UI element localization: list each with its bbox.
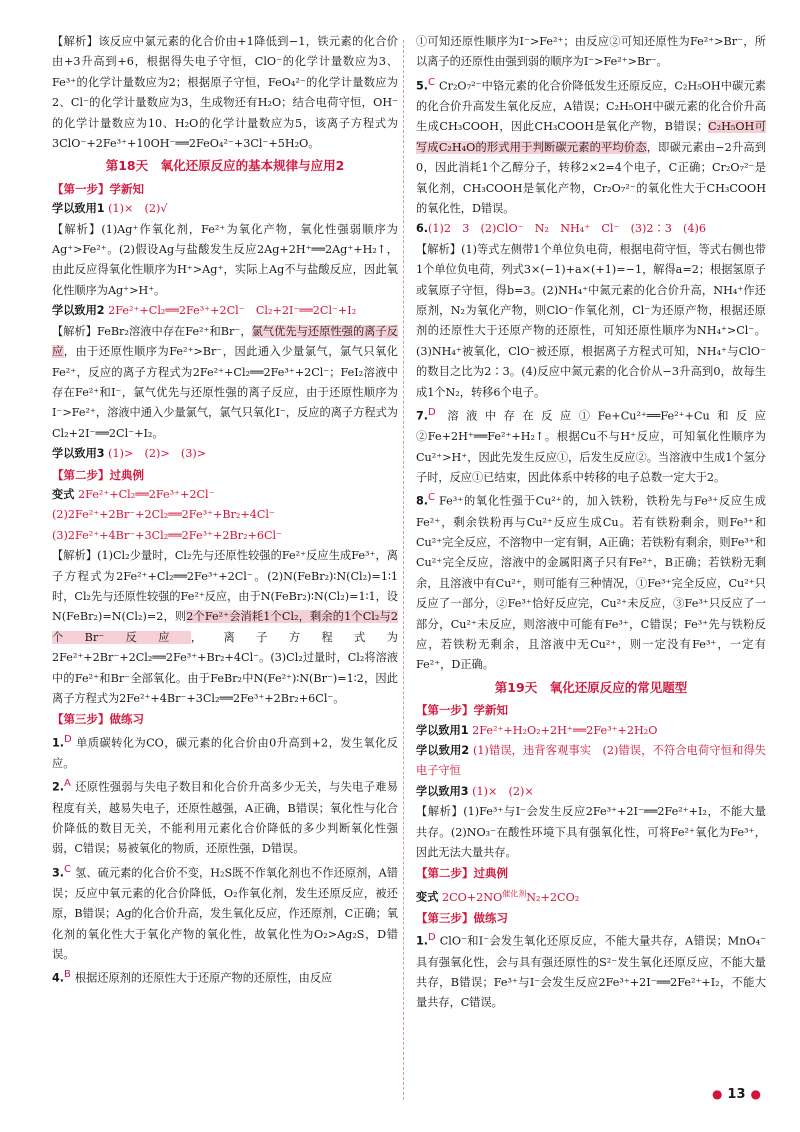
answer-letter: D	[428, 932, 436, 944]
answer-letter: C	[428, 492, 436, 504]
analysis-paragraph: 【解析】(1)等式左侧带1个单位负电荷，根据电荷守恒，等式右侧也带1个单位负电荷，列式3×(−1)+a×(+1)=−1，解得a=2；根据氢原子或氧原子守恒，得b=3。(2)NH₄⁺中氮元素的化合价升高，NH₄⁺作还原剂，N₂为氧化产物，则ClO⁻作氧化剂，Cl⁻为还原产物，根据还原剂的还原性大于还原产物的还原性，可知还原性顺序为NH₄⁺>Cl⁻。(3)NH₄⁺被氧化，ClO⁻被还原，根据离子方程式可知，NH₄⁺与ClO⁻的数目之比为2∶3。(4)反应中氮元素的化合价从−3升高到0，故每生成1个N₂，转移6个电子。	[416, 242, 766, 399]
apply-label: 学以致用1	[416, 723, 469, 737]
apply-1	[52, 199, 398, 219]
question-8: 8.C Fe³⁺的氧化性强于Cu²⁺的，加入铁粉，铁粉先与Fe³⁺反应生成Fe²⁺，剩余铁粉再与Cu²⁺反应生成Cu。若有铁粉剩余，则Fe³⁺和Cu²⁺完全反应，不溶物中一定有铜，A正确；若铁粉有剩余，则Fe³⁺和Cu²⁺完全反应，溶液中的金属阳离子只有Fe²⁺，B正确；若铁粉无剩余，且溶液中有Cu²⁺，则可能有三种情况，①Fe³⁺完全反应，Cu²⁺只反应了一部分，②Fe³⁺恰好反应完，Cu²⁺未反应，③Fe³⁺只反应了一部分，Cu²⁺未反应，则溶液中可能有Fe³⁺，C错误；Fe³⁺先与铁粉反应，若铁粉无剩余，且溶液中无Cu²⁺，则一定没有Fe³⁺，一定有Fe²⁺，D正确。	[416, 492, 766, 672]
answer-text: (1)2 3 (2)ClO⁻ N₂ NH₄⁺ Cl⁻ (3)2∶3 (4)6	[428, 222, 706, 236]
question-7: 7.D 溶液中存在反应①Fe+Cu²⁺══Fe²⁺+Cu和反应②Fe+2H⁺══Fe²⁺+H₂↑。根据Cu不与H⁺反应，可知氧化性顺序为Cu²⁺>H⁺，因此先发生反应①，后发生反应②。当溶液中生成1个氢分子时，反应①已结束，因此体系中转移的电子总数一定大于2。	[416, 407, 766, 484]
left-column	[52, 32, 398, 990]
column-divider	[403, 40, 404, 1100]
apply-label: 学以致用1	[52, 202, 105, 216]
analysis-paragraph: 【解析】该反应中氯元素的化合价由+1降低到−1，铁元素的化合价由+3升高到+6，根据得失电子守恒，ClO⁻的化学计量数应为3、Fe³⁺的化学计量数应为2；根据原子守恒，FeO₄²⁻的化学计量数应为2、Cl⁻的化学计量数应为3，生成物还有H₂O；结合电荷守恒，OH⁻的化学计量数应为10、H₂O的化学计量数应为5，该离子方程式为3ClO⁻+2Fe³⁺+10OH⁻══2FeO₄²⁻+3Cl⁻+5H₂O。	[52, 35, 398, 151]
answer-letter: C	[64, 863, 72, 875]
variant-label: 变式	[416, 890, 439, 904]
apply-label: 学以致用3	[52, 447, 105, 461]
analysis-paragraph: ①可知还原性顺序为I⁻>Fe²⁺；由反应②可知还原性为Fe²⁺>Br⁻，所以离子的还原性由强到弱的顺序为I⁻>Fe²⁺>Br⁻。	[416, 35, 766, 69]
apply-answer: 2Fe²⁺+H₂O₂+2H⁺══2Fe³⁺+2H₂O	[472, 723, 658, 737]
variant-answer: (2)2Fe²⁺+2Br⁻+2Cl₂══2Fe³⁺+Br₂+4Cl⁻	[52, 508, 275, 522]
apply-answer: (1)错误，违背客观事实 (2)错误，不符合电荷守恒和得失电子守恒	[416, 744, 766, 778]
question-3: 3.C 氢、硫元素的化合价不变，H₂S既不作氧化剂也不作还原剂，A错误；反应中氧元素的化合价降低，O₂作氧化剂，发生还原反应，被还原，B错误；Ag的化合价升高，发生氧化反应，作还原剂，C正确；氧化剂的氧化性大于氧化产物的氧化性，故氧化性为O₂>Ag₂S，D错误。	[52, 863, 398, 962]
analysis-paragraph: 【解析】(1)Cl₂少量时，Cl₂先与还原性较强的Fe²⁺反应生成Fe³⁺，离子方程式为2Fe²⁺+Cl₂══2Fe³⁺+2Cl⁻。(2)N(FeBr₂)∶N(Cl₂)=1∶1时，Cl₂先与还原性较强的Fe²⁺反应，由于N(FeBr₂)∶N(Cl₂)=1∶1，设N(FeBr₂)=N(Cl₂)=2，则2个Fe²⁺会消耗1个Cl₂，剩余的1个Cl₂与2个Br⁻反应，离子方程式为2Fe²⁺+2Br⁻+2Cl₂══2Fe³⁺+Br₂+4Cl⁻。(3)Cl₂过量时，Cl₂将溶液中的Fe²⁺和Br⁻全部氧化。由于FeBr₂中N(Fe²⁺)∶N(Br⁻)=1∶2，因此离子方程式为2Fe²⁺+4Br⁻+3Cl₂══2Fe³⁺+2Br₂+6Cl⁻。	[52, 549, 398, 705]
question-1: 1.D ClO⁻和I⁻会发生氧化还原反应，不能大量共存，A错误；MnO₄⁻具有强氧化性，会与具有强还原性的S²⁻发生氧化还原反应，不能大量共存，B错误；Fe³⁺与I⁻会发生反应2Fe³⁺+2I⁻══2Fe²⁺+I₂，不能大量共存，C错误。	[416, 932, 766, 1010]
page-number: ● 13 ●	[711, 1087, 761, 1102]
apply-label: 学以致用3	[416, 784, 469, 798]
answer-letter: A	[64, 778, 71, 790]
question-4: 4.B 根据还原剂的还原性大于还原产物的还原性，由反应	[52, 969, 333, 986]
answer-letter: B	[64, 969, 71, 981]
question-1: 1.D 单质碳转化为CO，碳元素的化合价由0升高到+2，发生氧化反应。	[52, 733, 398, 770]
answer-letter: D	[428, 407, 436, 419]
variant	[416, 884, 766, 908]
step-3-heading: 【第三步】做练习	[416, 911, 508, 925]
catalyst-label: 催化剂	[502, 888, 527, 898]
apply-answer: 2Fe²⁺+Cl₂══2Fe³⁺+2Cl⁻ Cl₂+2I⁻══2Cl⁻+I₂	[108, 304, 357, 318]
day-19-title: 第19天 氧化还原反应的常见题型	[494, 679, 688, 695]
analysis-paragraph: 【解析】(1)Ag⁺作氧化剂，Fe²⁺为氧化产物，氧化性强弱顺序为Ag⁺>Fe²⁺。(2)假设Ag与盐酸发生反应2Ag+2H⁺══2Ag⁺+H₂↑，由此反应得氧化性顺序为H⁺>Ag⁺，实际上Ag不与盐酸反应，因此氧化性顺序为Ag⁺>H⁺。	[52, 222, 398, 297]
analysis-paragraph: 【解析】FeBr₂溶液中存在Fe²⁺和Br⁻，氯气优先与还原性强的离子反应，由于还原性顺序为Fe²⁺>Br⁻，因此通入少量氯气，氯气只氧化Fe²⁺，反应的离子方程式为2Fe²⁺+Cl₂══2Fe³⁺+2Cl⁻；FeI₂溶液中存在Fe²⁺和I⁻，氯气优先与还原性强的离子反应，由于还原性顺序为I⁻>Fe²⁺，溶液中通入少量氯气，氯气只氧化I⁻，反应的离子方程式为Cl₂+2I⁻══2Cl⁻+I₂。	[52, 324, 398, 440]
apply-2	[52, 301, 398, 321]
apply-3	[52, 444, 398, 464]
question-5: 5.C Cr₂O₇²⁻中铬元素的化合价降低发生还原反应，C₂H₅OH中碳元素的化合价升高发生氧化反应，A错误；C₂H₅OH中碳元素的化合价升高生成CH₃COOH，因此CH₃COOH是氧化产物，B错误；C₂H₅OH可写成C₂H₄O的形式用于判断碳元素的平均价态，即碳元素由−2升高到0，因此消耗1个乙醇分子，转移2×2=4个电子，C正确；Cr₂O₇²⁻是氧化剂，CH₃COOH是氧化产物，Cr₂O₇²⁻的氧化性大于CH₃COOH的氧化性，D错误。	[416, 76, 766, 215]
step-1-heading: 【第一步】学新知	[416, 703, 508, 718]
variant	[52, 485, 398, 505]
apply-label: 学以致用2	[416, 744, 470, 758]
apply-answer: (1)> (2)> (3)>	[108, 447, 207, 461]
apply-1	[416, 721, 766, 741]
answer-letter: C	[428, 76, 436, 88]
right-column	[416, 32, 766, 1014]
apply-answer: (1)× (2)×	[472, 784, 534, 798]
highlight: 2个Fe²⁺会消耗1个Cl₂，剩余的1个Cl₂与2个Br⁻反应	[52, 610, 398, 644]
variant-answer: (3)2Fe²⁺+4Br⁻+3Cl₂══2Fe³⁺+2Br₂+6Cl⁻	[52, 528, 283, 542]
highlight: C₂H₅OH可写成C₂H₄O的形式用于判断碳元素的平均价态	[416, 120, 766, 154]
apply-3	[416, 782, 766, 802]
step-3-heading: 【第三步】做练习	[52, 712, 144, 727]
question-2: 2.A 还原性强弱与失电子数目和化合价升高多少无关，与失电子难易程度有关，越易失电子，还原性越强，A正确，B错误；氧化性与化合价降低的数目无关，不能利用元素化合价降低的多少判断氧化性强弱，C错误；易被氧化的物质，还原性强，D错误。	[52, 778, 398, 856]
step-2-heading: 【第二步】过典例	[416, 866, 508, 881]
apply-2	[416, 741, 766, 782]
variant-answer: $2CO+2NO^{催化剂}N_2+2CO_2$	[441, 888, 580, 904]
step-1-heading: 【第一步】学新知	[52, 181, 144, 196]
step-2-heading: 【第二步】过典例	[52, 467, 144, 482]
day-18-title: 第18天 氧化还原反应的基本规律与应用2	[105, 158, 345, 174]
question-6: 6.(1)2 3 (2)ClO⁻ N₂ NH₄⁺ Cl⁻ (3)2∶3 (4)6	[416, 222, 706, 236]
answer-letter: D	[64, 733, 72, 745]
apply-answer: (1)× (2)√	[108, 202, 168, 216]
variant-label: 变式	[52, 487, 75, 501]
analysis-paragraph: 【解析】(1)Fe³⁺与I⁻会发生反应2Fe³⁺+2I⁻══2Fe²⁺+I₂，不能大量共存。(2)NO₃⁻在酸性环境下具有强氧化性，可将Fe²⁺氧化为Fe³⁺，因此无法大量共存。	[416, 805, 766, 860]
apply-label: 学以致用2	[52, 304, 105, 318]
variant-answer: 2Fe²⁺+Cl₂══2Fe³⁺+2Cl⁻	[77, 487, 215, 501]
highlight: 氯气优先与还原性强的离子反应	[52, 324, 398, 359]
